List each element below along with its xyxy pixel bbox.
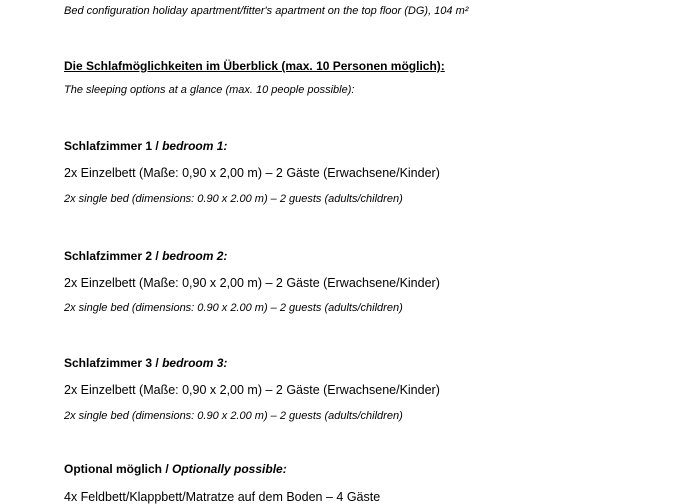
bedroom-2-heading [64,250,227,262]
bedroom-2-separator: / [152,249,163,263]
bedroom-1-bed-de: 2x Einzelbett (Maße: 0,90 x 2,00 m) – 2 Gäste (Erwachsene/Kinder) [64,166,440,180]
bedroom-3-separator: / [152,356,163,370]
bedroom-2-bed-en: 2x single bed (dimensions: 0.90 x 2.00 m) – 2 guests (adults/children) [64,302,403,314]
bedroom-2-bed-de: 2x Einzelbett (Maße: 0,90 x 2,00 m) – 2 Gäste (Erwachsene/Kinder) [64,276,440,290]
bedroom-3-bed-en: 2x single bed (dimensions: 0.90 x 2.00 m) – 2 guests (adults/children) [64,410,403,422]
bedroom-1-title-de: Schlafzimmer 1 [64,139,153,153]
bedroom-1-title-en: bedroom 1: [162,139,228,153]
optional-heading [64,463,287,475]
overview-heading-de: Die Schlafmöglichkeiten im Überblick (max. 10 Personen möglich): [64,59,445,73]
optional-line-de: 4x Feldbett/Klappbett/Matratze auf dem Boden – 4 Gäste [64,490,381,504]
bedroom-2-title-en: bedroom 2: [162,249,228,263]
bedroom-1-heading [64,140,227,152]
subtitle-en: Bed configuration holiday apartment/fitter's apartment on the top floor (DG), 104 m² [64,5,469,17]
overview-heading-en: The sleeping options at a glance (max. 10 people possible): [64,84,355,96]
bedroom-3-heading [64,357,227,369]
optional-separator: / [162,462,173,476]
bedroom-2-title-de: Schlafzimmer 2 [64,249,153,263]
bedroom-1-bed-en: 2x single bed (dimensions: 0.90 x 2.00 m) – 2 guests (adults/children) [64,193,403,205]
optional-title-de: Optional möglich [64,462,162,476]
bedroom-3-bed-de: 2x Einzelbett (Maße: 0,90 x 2,00 m) – 2 Gäste (Erwachsene/Kinder) [64,383,440,397]
bedroom-1-separator: / [152,139,163,153]
optional-title-en: Optionally possible: [172,462,287,476]
bedroom-3-title-en: bedroom 3: [162,356,228,370]
bedroom-3-title-de: Schlafzimmer 3 [64,356,153,370]
